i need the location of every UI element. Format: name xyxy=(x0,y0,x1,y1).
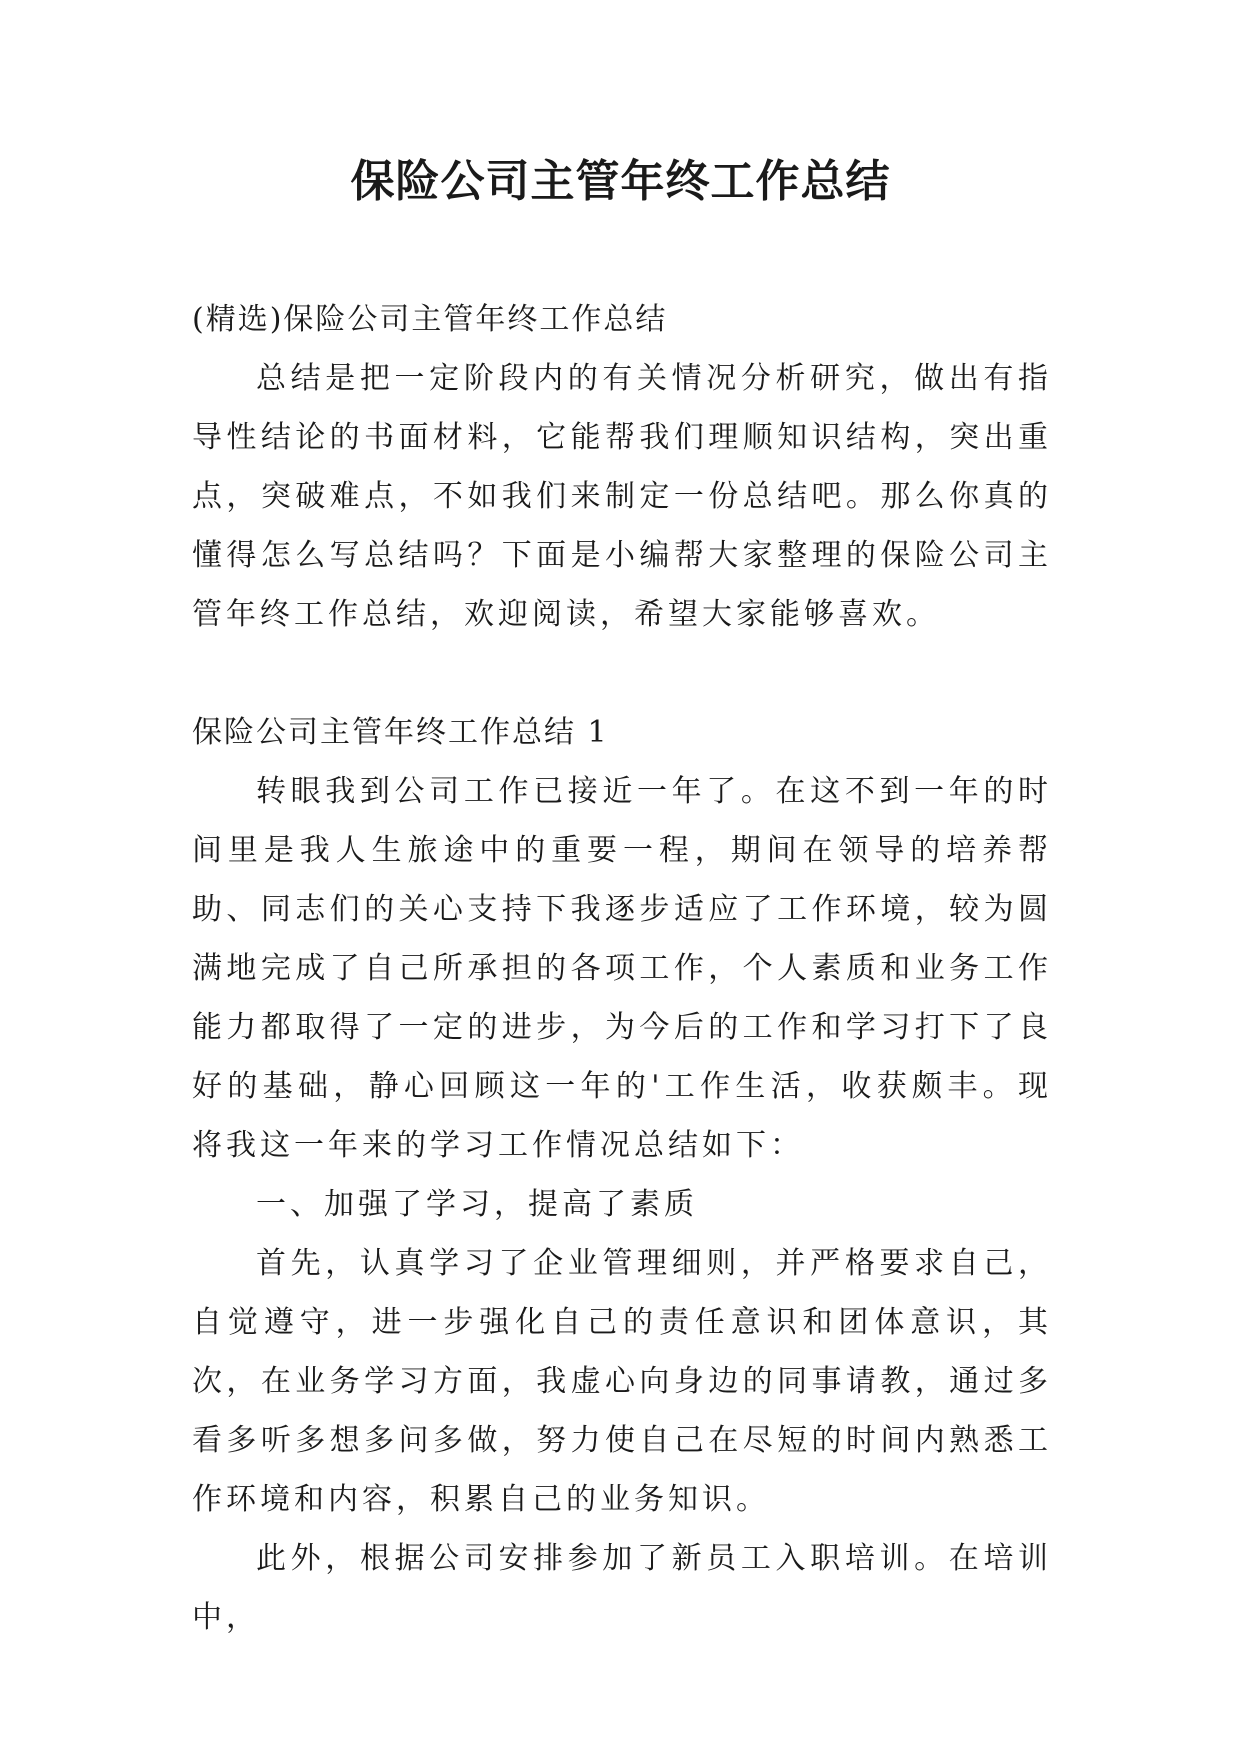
paragraph-spacer xyxy=(192,644,1052,703)
point-heading: 一、加强了学习，提高了素质 xyxy=(256,1187,698,1222)
body-paragraph: 此外，根据公司安排参加了新员工入职培训。在培训中， xyxy=(192,1541,1052,1635)
body-paragraph: 首先，认真学习了企业管理细则，并严格要求自己，自觉遵守，进一步强化自己的责任意识和团体意识，其次，在业务学习方面，我虚心向身边的同事请教，通过多看多听多想多问多做，努力使自己在尽短的时间内熟悉工作环境和内容，积累自己的业务知识。 xyxy=(192,1246,1052,1517)
body-paragraph: 转眼我到公司工作已接近一年了。在这不到一年的时间里是我人生旅途中的重要一程，期间在领导的培养帮助、同志们的关心支持下我逐步适应了工作环境，较为圆满地完成了自己所承担的各项工作，个人素质和业务工作能力都取得了一定的进步，为今后的工作和学习打下了良好的基础，静心回顾这一年的'工作生活，收获颇丰。现将我这一年来的学习工作情况总结如下： xyxy=(192,774,1052,1163)
document-subtitle: (精选)保险公司主管年终工作总结 xyxy=(192,302,668,337)
section-heading: 保险公司主管年终工作总结 1 xyxy=(192,715,609,750)
intro-paragraph: 总结是把一定阶段内的有关情况分析研究，做出有指导性结论的书面材料，它能帮我们理顺知识结构，突出重点，突破难点，不如我们来制定一份总结吧。那么你真的懂得怎么写总结吗？下面是小编帮大家整理的保险公司主管年终工作总结，欢迎阅读，希望大家能够喜欢。 xyxy=(192,361,1052,632)
document-title: 保险公司主管年终工作总结 xyxy=(350,156,891,207)
document-body xyxy=(192,290,1052,1647)
